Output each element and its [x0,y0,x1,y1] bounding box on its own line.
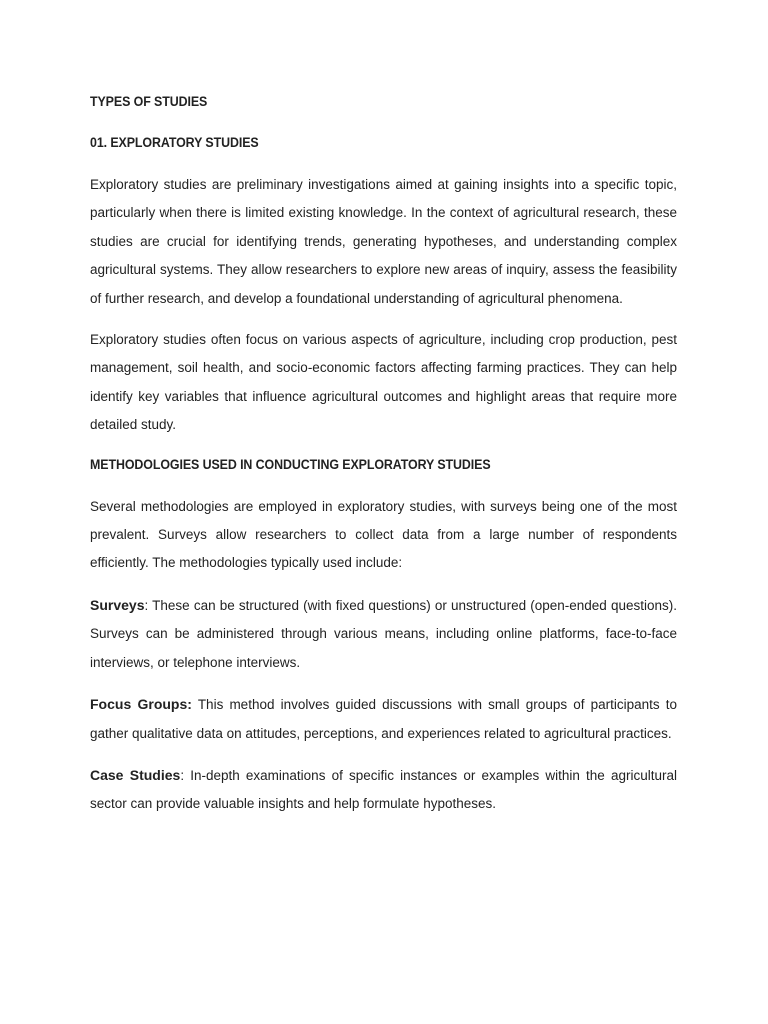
method-term: Surveys [90,596,145,613]
method-description: : In-depth examinations of specific instances or examples within the agricultural sector can provide valuable insights and help formulate hypotheses. [90,767,677,812]
paragraph-methodologies-intro: Several methodologies are employed in exploratory studies, with surveys being one of the most prevalent. Surveys allow researchers to collect data from a large number of respondents efficiently. The methodologies typically used include: [90,498,677,571]
method-item-surveys [90,591,677,677]
document-title: TYPES OF STUDIES [90,94,208,109]
section-heading-methodologies: METHODOLOGIES USED IN CONDUCTING EXPLORATORY STUDIES [90,456,491,472]
paragraph-intro: Exploratory studies are preliminary investigations aimed at gaining insights into a specific topic, particularly when there is limited existing knowledge. In the context of agricultural research, these studies are crucial for identifying trends, generating hypotheses, and understanding complex agricultural systems. They allow researchers to explore new areas of inquiry, assess the feasibility of further research, and develop a foundational understanding of agricultural phenomena. [90,177,677,306]
paragraph-focus: Exploratory studies often focus on various aspects of agriculture, including crop production, pest management, soil health, and socio-economic factors affecting farming practices. They can help identify key variables that influence agricultural outcomes and highlight areas that require more detailed study. [90,332,677,433]
document-page [90,90,677,832]
method-description: : These can be structured (with fixed questions) or unstructured (open-ended questions). Surveys can be administered through various means, including online platforms, face-to-face interviews, or telephone interviews. [90,597,677,670]
section-heading-exploratory: 01. EXPLORATORY STUDIES [90,135,259,150]
method-term: Focus Groups: [90,696,192,713]
method-term: Case Studies [90,766,181,783]
method-item-case-studies [90,761,677,819]
method-item-focus-groups [90,690,677,748]
method-description: This method involves guided discussions with small groups of participants to gather qualitative data on attitudes, perceptions, and experiences related to agricultural practices. [90,697,677,741]
